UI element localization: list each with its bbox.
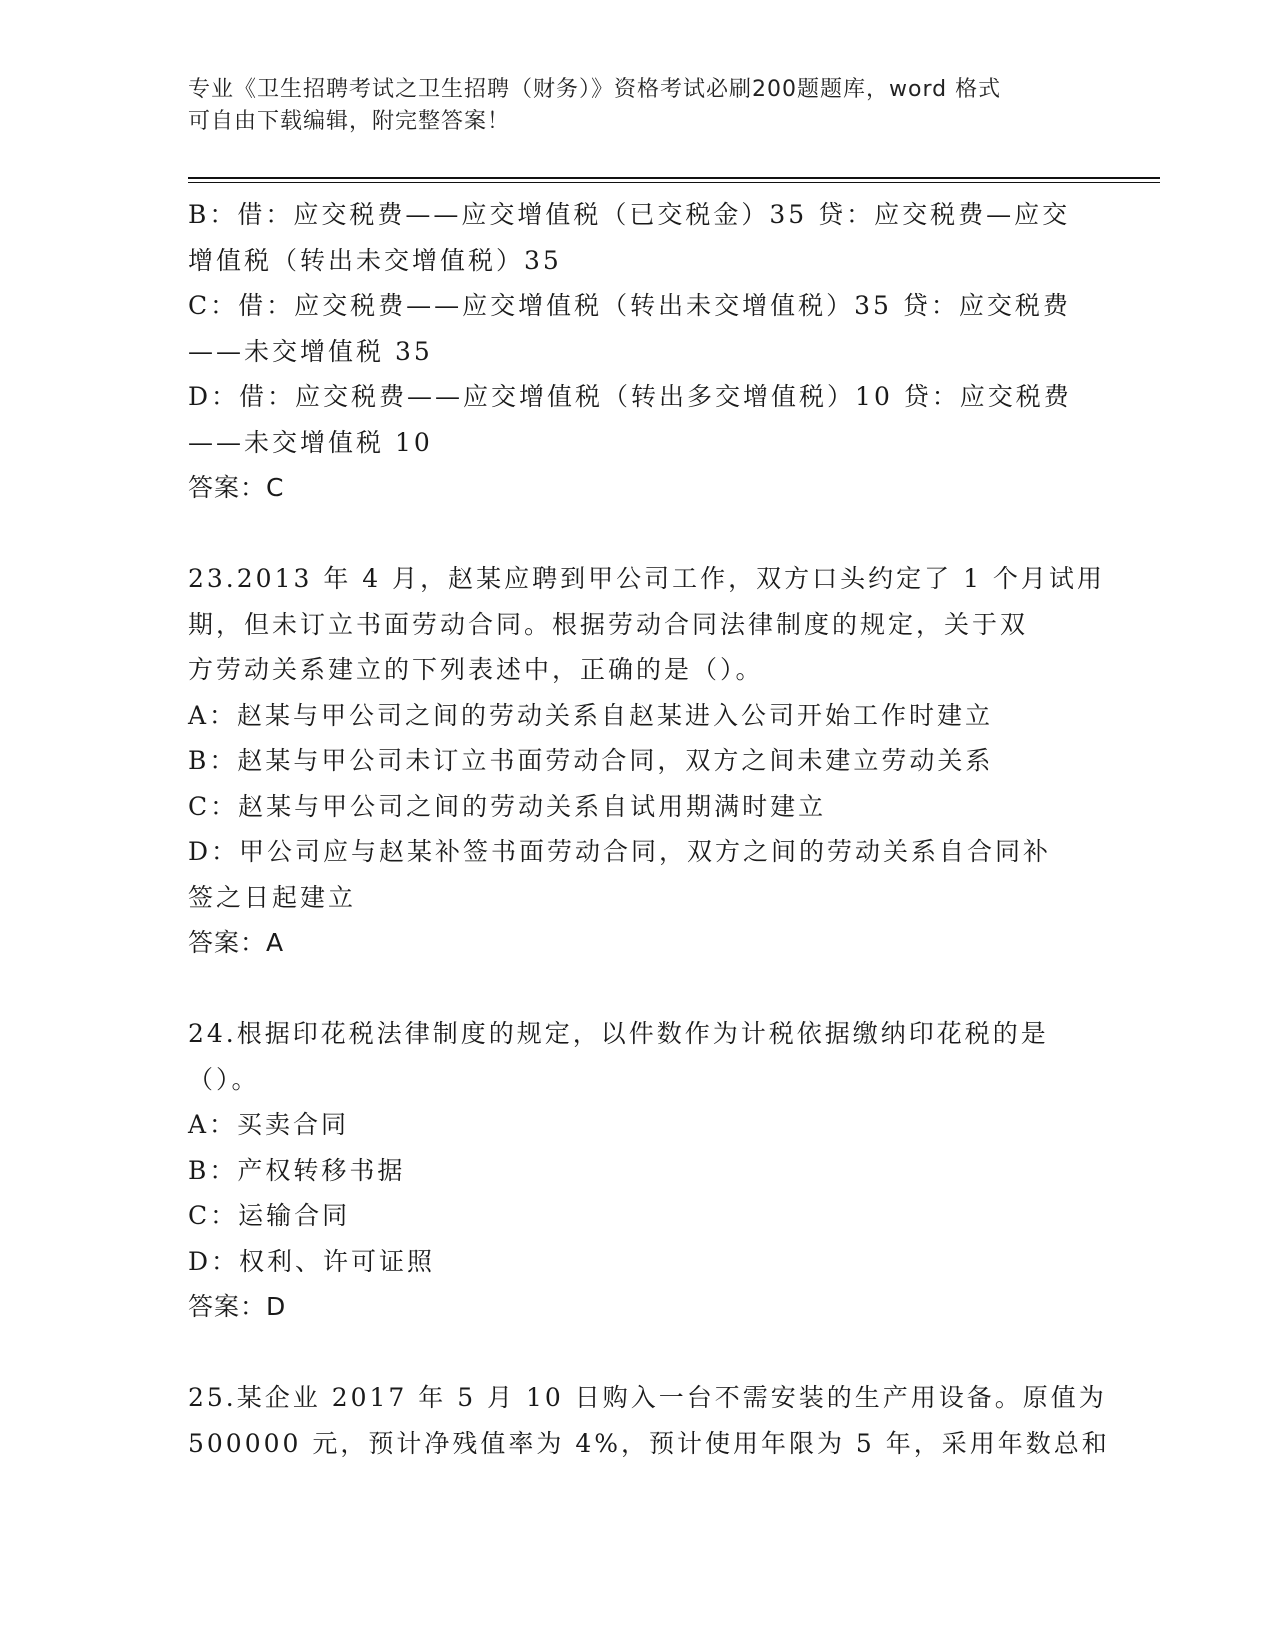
question-23-stem-line-2: 期，但未订立书面劳动合同。根据劳动合同法律制度的规定，关于双 [188,609,1029,639]
option-c: C：运输合同 [188,1201,351,1230]
option-d-line-2: ——未交增值税 10 [188,427,433,457]
option-a: A：买卖合同 [188,1110,350,1139]
header-line-1: 专业《卫生招聘考试之卫生招聘（财务）》资格考试必刷200题题库，word 格式 [188,77,1002,102]
page-header [188,74,1088,138]
question-24-stem-line-2: （）。 [188,1064,260,1094]
header-line-2: 可自由下载编辑，附完整答案！ [188,109,511,134]
answer-22: 答案：C [188,473,285,502]
option-c: C：赵某与甲公司之间的劳动关系自试用期满时建立 [188,791,827,821]
question-25-block [188,1375,1110,1466]
option-c-line-2: ——未交增值税 35 [188,336,433,366]
question-24-stem-line-1: 24.根据印花税法律制度的规定，以件数作为计税依据缴纳印花税的是 [188,1019,1049,1048]
spacer [188,966,1088,1012]
question-content [188,192,1110,1466]
spacer [188,1330,1088,1376]
question-23-block [188,556,1105,966]
question-23-stem-line-3: 方劳动关系建立的下列表述中，正确的是（）。 [188,655,764,684]
question-24-block [188,1011,1088,1330]
answer-23: 答案：A [188,928,285,957]
spacer [188,511,1088,557]
option-d-line-1: D：甲公司应与赵某补签书面劳动合同，双方之间的劳动关系自合同补 [188,837,1052,866]
question-22-block [188,192,1088,511]
option-b: B：赵某与甲公司未订立书面劳动合同，双方之间未建立劳动关系 [188,746,994,775]
header-rule-thin [188,182,1160,183]
option-d: D：权利、许可证照 [188,1246,436,1276]
answer-24: 答案：D [188,1292,287,1321]
option-b-line-2: 增值税（转出未交增值税）35 [188,245,562,275]
option-d-line-1: D：借：应交税费——应交增值税（转出多交增值税）10 贷：应交税费 [188,382,1072,411]
option-a: A：赵某与甲公司之间的劳动关系自赵某进入公司开始工作时建立 [188,700,994,730]
option-c-line-1: C：借：应交税费——应交增值税（转出未交增值税）35 贷：应交税费 [188,291,1071,320]
header-rule-thick [188,177,1160,179]
question-25-stem-line-2: 500000 元，预计净残值率为 4%，预计使用年限为 5 年，采用年数总和 [188,1428,1110,1458]
option-d-line-2: 签之日起建立 [188,882,357,912]
question-23-stem-line-1: 23.2013 年 4 月，赵某应聘到甲公司工作，双方口头约定了 1 个月试用 [188,564,1105,593]
option-b: B：产权转移书据 [188,1155,406,1185]
question-25-stem-line-1: 25.某企业 2017 年 5 月 10 日购入一台不需安装的生产用设备。原值为 [188,1383,1107,1412]
option-b-line-1: B：借：应交税费——应交增值税（已交税金）35 贷：应交税费—应交 [188,200,1071,229]
